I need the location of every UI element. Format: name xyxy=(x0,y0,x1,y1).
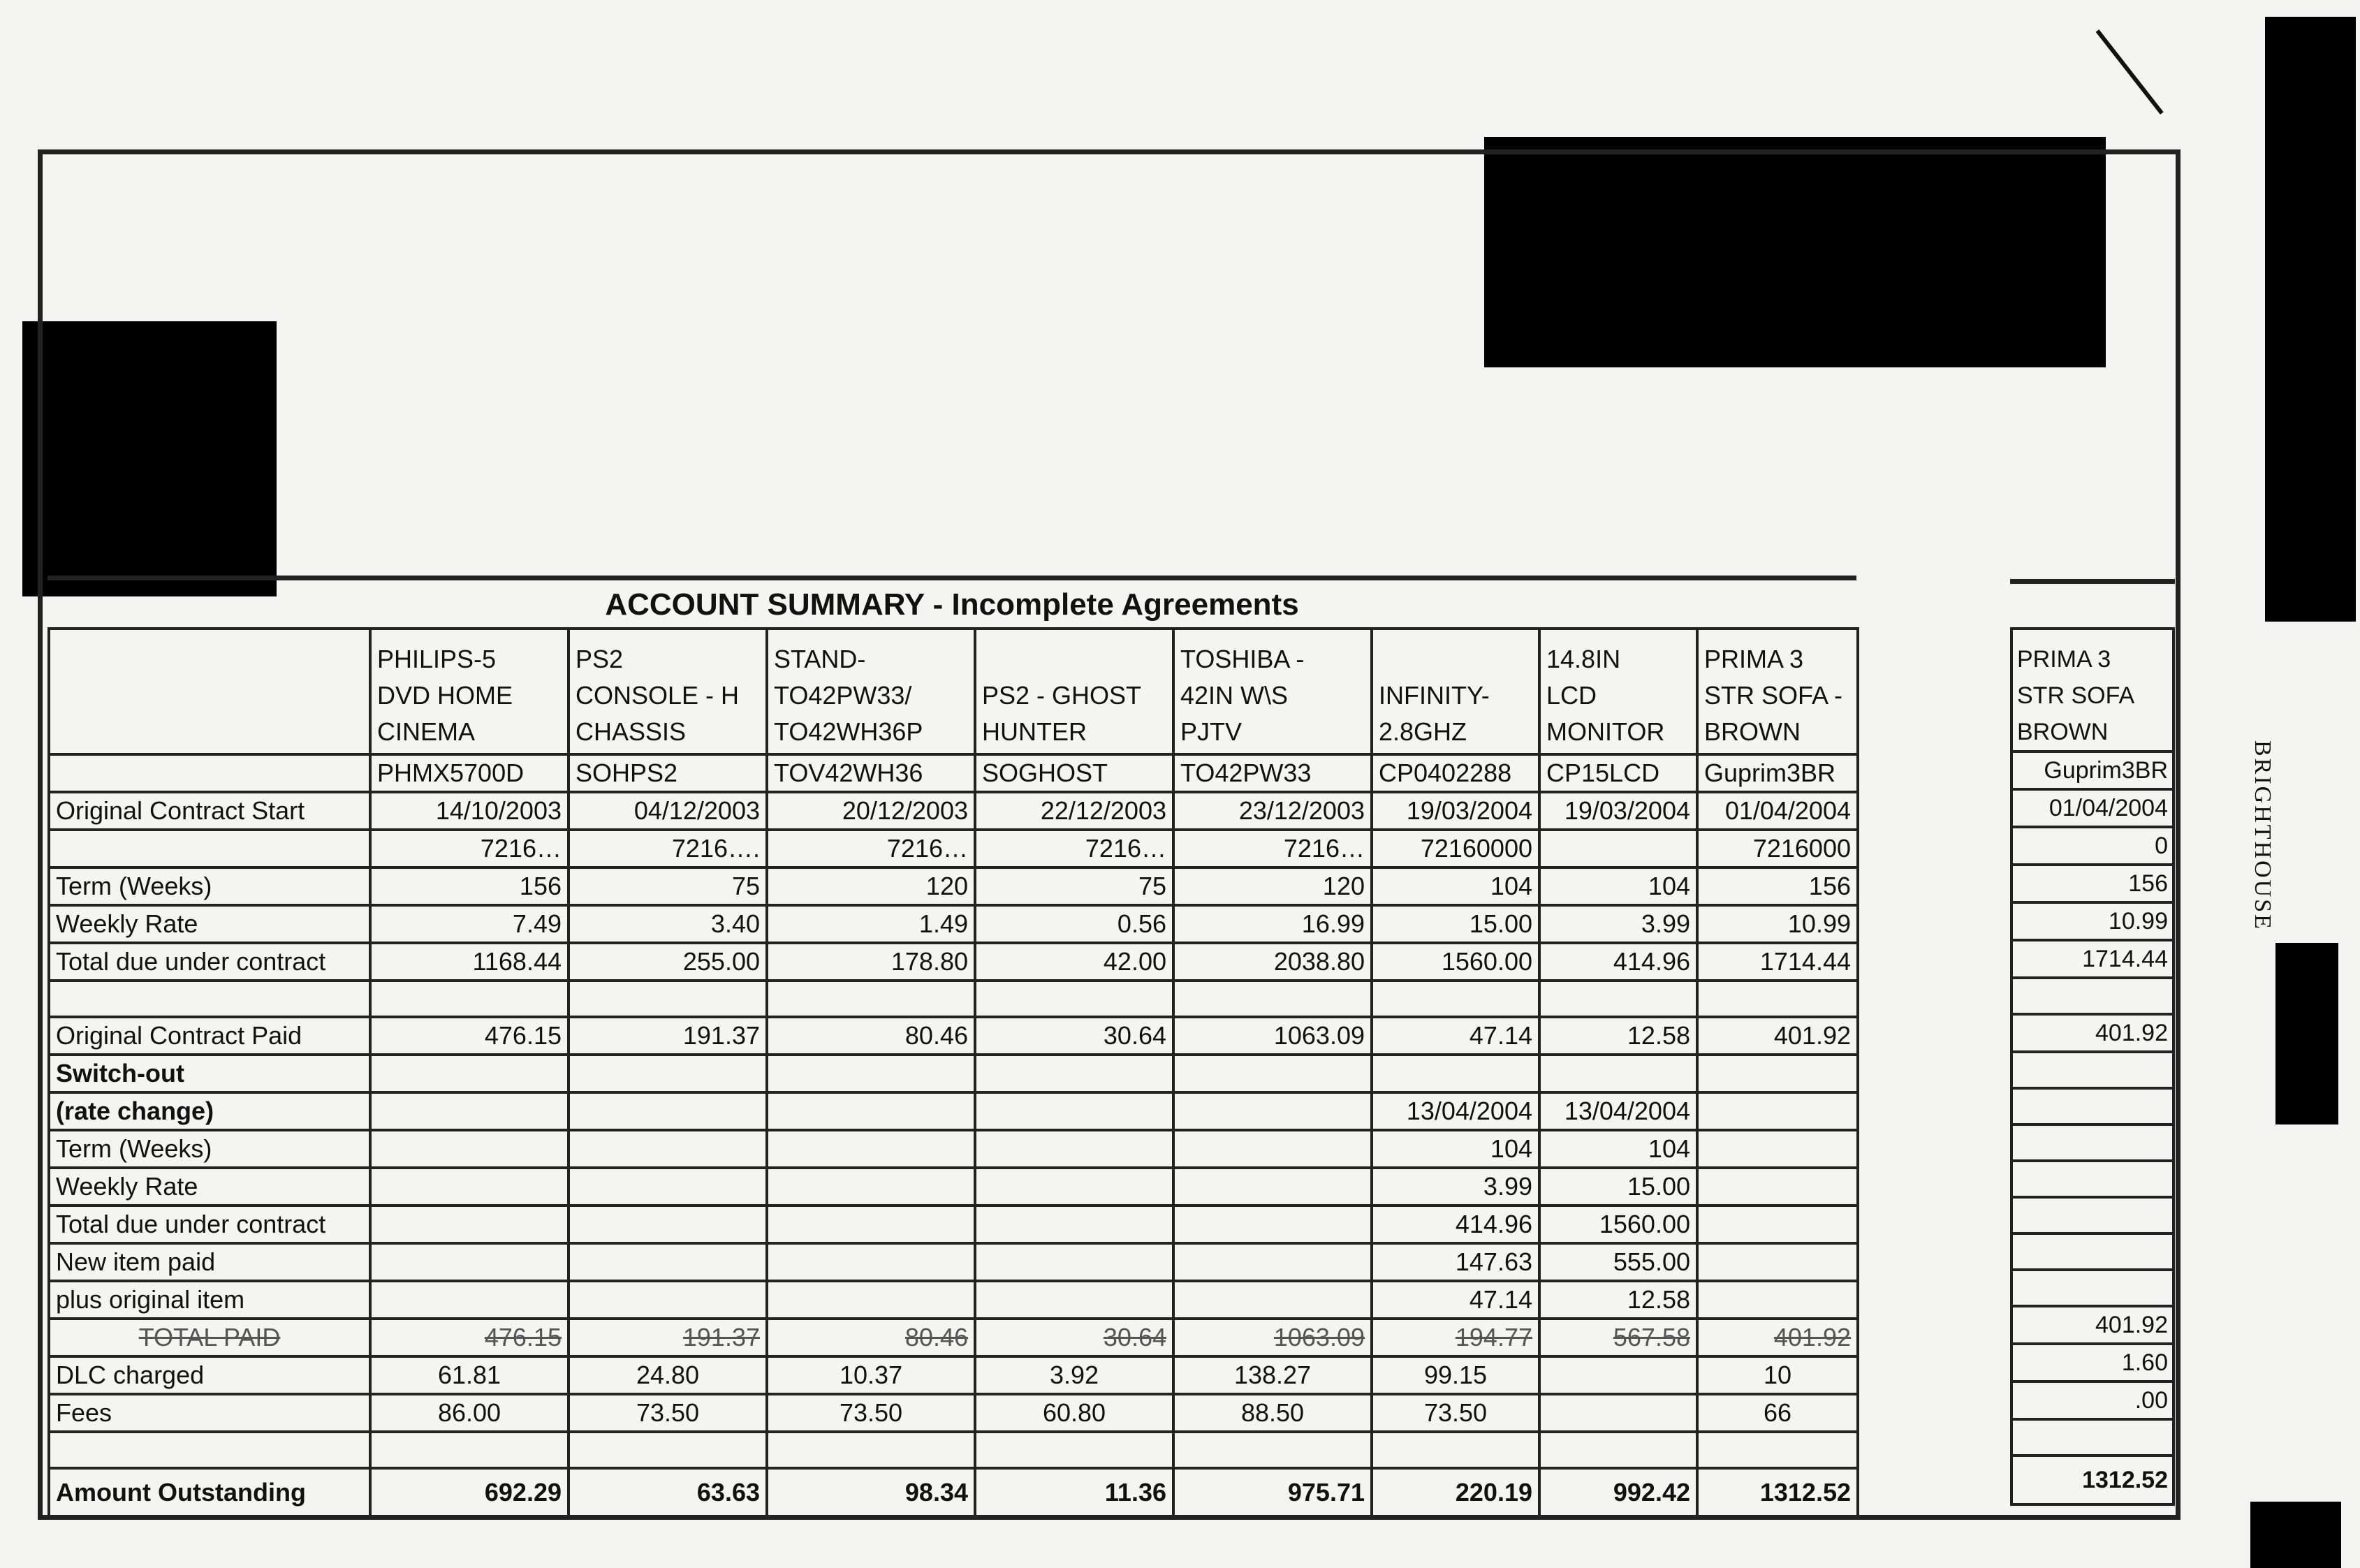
side-row xyxy=(2011,752,2174,789)
side-cell: PRIMA 3 STR SOFA BROWN xyxy=(2011,629,2174,752)
table-cell xyxy=(1697,1092,1858,1130)
item-description: PS2 - GHOST HUNTER xyxy=(982,681,1142,746)
table-cell: 104 xyxy=(1539,867,1697,905)
table-cell xyxy=(370,1281,569,1319)
table-cell xyxy=(767,629,975,754)
table-row xyxy=(49,1468,1858,1517)
side-row xyxy=(2011,865,2174,902)
side-row xyxy=(2011,1419,2174,1456)
table-cell xyxy=(370,1055,569,1092)
table-cell: SOHPS2 xyxy=(569,754,767,792)
table-cell: 30.64 xyxy=(975,1319,1173,1356)
table-cell: 104 xyxy=(1539,1130,1697,1168)
side-cell: 1312.52 xyxy=(2011,1456,2174,1504)
table-cell: 178.80 xyxy=(767,943,975,981)
side-cell: 01/04/2004 xyxy=(2011,789,2174,827)
table-cell: 22/12/2003 xyxy=(975,792,1173,830)
table-cell: 19/03/2004 xyxy=(1539,792,1697,830)
table-cell xyxy=(569,1130,767,1168)
table-cell xyxy=(975,1206,1173,1243)
table-cell: 20/12/2003 xyxy=(767,792,975,830)
page-title: ACCOUNT SUMMARY - Incomplete Agreements xyxy=(605,587,1299,622)
table-cell: 99.15 xyxy=(1372,1356,1539,1394)
table-cell xyxy=(1539,830,1697,867)
table-cell xyxy=(767,1092,975,1130)
table-cell xyxy=(767,1168,975,1206)
table-cell: 15.00 xyxy=(1539,1168,1697,1206)
table-row xyxy=(49,981,1858,1017)
table-cell xyxy=(1173,1206,1372,1243)
table-row xyxy=(49,1394,1858,1432)
table-cell: 66 xyxy=(1697,1394,1858,1432)
table-cell xyxy=(975,1055,1173,1092)
table-cell: CP15LCD xyxy=(1539,754,1697,792)
pen-mark xyxy=(2096,29,2164,115)
row-label: Amount Outstanding xyxy=(49,1468,370,1517)
table-cell: 401.92 xyxy=(1697,1319,1858,1356)
table-cell xyxy=(1539,981,1697,1017)
row-label xyxy=(49,981,370,1017)
header-rule-side xyxy=(2010,579,2175,584)
row-label: Term (Weeks) xyxy=(49,1130,370,1168)
table-cell: 555.00 xyxy=(1539,1243,1697,1281)
table-cell xyxy=(1697,629,1858,754)
table-cell xyxy=(975,981,1173,1017)
row-label: Weekly Rate xyxy=(49,1168,370,1206)
table-cell xyxy=(569,1055,767,1092)
side-row xyxy=(2011,1052,2174,1088)
table-cell: 1063.09 xyxy=(1173,1017,1372,1055)
table-cell: 1560.00 xyxy=(1372,943,1539,981)
table-cell xyxy=(1697,1243,1858,1281)
table-cell: 104 xyxy=(1372,867,1539,905)
table-cell: 73.50 xyxy=(569,1394,767,1432)
table-cell xyxy=(1173,629,1372,754)
table-cell: 88.50 xyxy=(1173,1394,1372,1432)
table-cell xyxy=(1372,1432,1539,1468)
table-cell: 12.58 xyxy=(1539,1281,1697,1319)
table-cell xyxy=(1539,1432,1697,1468)
table-row xyxy=(49,792,1858,830)
table-cell: TOV42WH36 xyxy=(767,754,975,792)
table-cell: PHMX5700D xyxy=(370,754,569,792)
table-cell: Guprim3BR xyxy=(1697,754,1858,792)
table-cell: 120 xyxy=(767,867,975,905)
table-cell: 47.14 xyxy=(1372,1017,1539,1055)
row-label xyxy=(49,1432,370,1468)
table-cell: 476.15 xyxy=(370,1319,569,1356)
table-cell xyxy=(1539,629,1697,754)
table-row xyxy=(49,867,1858,905)
row-label: Total due under contract xyxy=(49,943,370,981)
table-cell: 120 xyxy=(1173,867,1372,905)
table-cell xyxy=(975,1130,1173,1168)
table-cell xyxy=(975,629,1173,754)
table-cell xyxy=(1539,1394,1697,1432)
side-row xyxy=(2011,789,2174,827)
table-cell: CP0402288 xyxy=(1372,754,1539,792)
table-cell xyxy=(767,1432,975,1468)
table-cell: SOGHOST xyxy=(975,754,1173,792)
table-cell: 147.63 xyxy=(1372,1243,1539,1281)
table-cell: 14/10/2003 xyxy=(370,792,569,830)
table-cell: 86.00 xyxy=(370,1394,569,1432)
table-cell xyxy=(1173,1281,1372,1319)
side-row xyxy=(2011,629,2174,752)
table-cell xyxy=(370,1243,569,1281)
table-cell: 23/12/2003 xyxy=(1173,792,1372,830)
table-row xyxy=(49,754,1858,792)
table-cell: 191.37 xyxy=(569,1017,767,1055)
table-cell xyxy=(1173,1055,1372,1092)
table-cell xyxy=(370,981,569,1017)
table-cell xyxy=(569,1092,767,1130)
row-label: Weekly Rate xyxy=(49,905,370,943)
table-cell: 0.56 xyxy=(975,905,1173,943)
side-cell: .00 xyxy=(2011,1382,2174,1419)
table-row xyxy=(49,629,1858,754)
table-cell xyxy=(1173,1130,1372,1168)
table-cell: 60.80 xyxy=(975,1394,1173,1432)
table-cell: 1063.09 xyxy=(1173,1319,1372,1356)
side-row xyxy=(2011,1344,2174,1382)
side-cell xyxy=(2011,1088,2174,1124)
side-cell xyxy=(2011,1052,2174,1088)
side-cell xyxy=(2011,1233,2174,1270)
table-cell xyxy=(370,1168,569,1206)
table-cell xyxy=(1697,1432,1858,1468)
table-cell xyxy=(370,1206,569,1243)
table-cell: 7216000 xyxy=(1697,830,1858,867)
side-cell: 10.99 xyxy=(2011,902,2174,940)
table-row xyxy=(49,1055,1858,1092)
table-cell: 13/04/2004 xyxy=(1372,1092,1539,1130)
table-cell: 414.96 xyxy=(1539,943,1697,981)
row-label: Original Contract Paid xyxy=(49,1017,370,1055)
side-row xyxy=(2011,1197,2174,1233)
side-cell: 401.92 xyxy=(2011,1014,2174,1052)
side-row xyxy=(2011,978,2174,1014)
item-description: TOSHIBA - 42IN W\S PJTV xyxy=(1180,645,1305,746)
table-cell: 156 xyxy=(1697,867,1858,905)
side-cell xyxy=(2011,1419,2174,1456)
table-row xyxy=(49,1243,1858,1281)
table-cell: 16.99 xyxy=(1173,905,1372,943)
side-row xyxy=(2011,1270,2174,1306)
table-cell: 1312.52 xyxy=(1697,1468,1858,1517)
table-cell xyxy=(1539,1356,1697,1394)
redaction-block-edge-bottom xyxy=(2250,1502,2341,1568)
side-cell: 1.60 xyxy=(2011,1344,2174,1382)
table-cell: 7.49 xyxy=(370,905,569,943)
table-cell xyxy=(1697,1130,1858,1168)
table-cell xyxy=(1697,1055,1858,1092)
table-cell xyxy=(975,1168,1173,1206)
table-cell: 75 xyxy=(569,867,767,905)
item-description: PHILIPS-5 DVD HOME CINEMA xyxy=(377,645,513,746)
table-cell xyxy=(1697,1281,1858,1319)
row-label: TOTAL PAID xyxy=(49,1319,370,1356)
item-description: STAND- TO42PW33/ TO42WH36P xyxy=(774,645,923,746)
side-cell: 1714.44 xyxy=(2011,940,2174,978)
side-cell xyxy=(2011,1270,2174,1306)
table-cell: TO42PW33 xyxy=(1173,754,1372,792)
side-cell: Guprim3BR xyxy=(2011,752,2174,789)
table-cell: 414.96 xyxy=(1372,1206,1539,1243)
side-row xyxy=(2011,1382,2174,1419)
table-cell: 73.50 xyxy=(767,1394,975,1432)
side-cell xyxy=(2011,1161,2174,1197)
table-cell xyxy=(569,629,767,754)
row-label: (rate change) xyxy=(49,1092,370,1130)
table-row xyxy=(49,1130,1858,1168)
side-row xyxy=(2011,940,2174,978)
table-cell: 156 xyxy=(370,867,569,905)
table-cell: 220.19 xyxy=(1372,1468,1539,1517)
table-cell: 975.71 xyxy=(1173,1468,1372,1517)
item-description: 14.8IN LCD MONITOR xyxy=(1546,645,1665,746)
side-row xyxy=(2011,1088,2174,1124)
table-cell xyxy=(1539,1055,1697,1092)
row-label: Original Contract Start xyxy=(49,792,370,830)
table-cell: 80.46 xyxy=(767,1017,975,1055)
table-row xyxy=(49,1319,1858,1356)
item-description: PS2 CONSOLE - H CHASSIS xyxy=(576,645,740,746)
table-cell xyxy=(370,1092,569,1130)
table-cell: 98.34 xyxy=(767,1468,975,1517)
table-cell xyxy=(767,1281,975,1319)
table-cell xyxy=(975,1243,1173,1281)
table-cell: 01/04/2004 xyxy=(1697,792,1858,830)
header-rule xyxy=(47,576,1856,580)
table-cell: 42.00 xyxy=(975,943,1173,981)
table-cell: 11.36 xyxy=(975,1468,1173,1517)
table-cell xyxy=(767,1206,975,1243)
table-cell: 3.99 xyxy=(1539,905,1697,943)
table-cell xyxy=(1173,1432,1372,1468)
side-row xyxy=(2011,1456,2174,1504)
table-cell: 104 xyxy=(1372,1130,1539,1168)
table-cell: 255.00 xyxy=(569,943,767,981)
table-cell xyxy=(569,1432,767,1468)
table-cell: 80.46 xyxy=(767,1319,975,1356)
side-row xyxy=(2011,902,2174,940)
table-cell xyxy=(767,981,975,1017)
table-row xyxy=(49,1281,1858,1319)
table-cell: 24.80 xyxy=(569,1356,767,1394)
side-cell: 0 xyxy=(2011,827,2174,865)
table-cell: 63.63 xyxy=(569,1468,767,1517)
row-label xyxy=(49,629,370,754)
side-row xyxy=(2011,1306,2174,1344)
table-cell xyxy=(370,629,569,754)
table-cell: 7216… xyxy=(370,830,569,867)
table-cell: 30.64 xyxy=(975,1017,1173,1055)
table-cell: 567.58 xyxy=(1539,1319,1697,1356)
table-cell: 75 xyxy=(975,867,1173,905)
redaction-block-edge-mid xyxy=(2275,943,2338,1124)
table-cell xyxy=(767,1243,975,1281)
side-cell xyxy=(2011,978,2174,1014)
table-cell xyxy=(1173,1243,1372,1281)
item-description: PRIMA 3 STR SOFA - BROWN xyxy=(1704,645,1843,746)
table-cell: 2038.80 xyxy=(1173,943,1372,981)
table-cell xyxy=(1372,981,1539,1017)
table-cell xyxy=(975,1281,1173,1319)
account-summary-table xyxy=(47,627,1859,1518)
table-cell xyxy=(370,1432,569,1468)
table-cell: 3.40 xyxy=(569,905,767,943)
row-label: New item paid xyxy=(49,1243,370,1281)
side-row xyxy=(2011,1161,2174,1197)
side-cell xyxy=(2011,1197,2174,1233)
table-cell xyxy=(370,1130,569,1168)
side-cell: 401.92 xyxy=(2011,1306,2174,1344)
table-cell: 3.92 xyxy=(975,1356,1173,1394)
table-cell: 191.37 xyxy=(569,1319,767,1356)
row-label xyxy=(49,754,370,792)
side-row xyxy=(2011,1233,2174,1270)
table-cell: 1.49 xyxy=(767,905,975,943)
table-cell: 7216… xyxy=(1173,830,1372,867)
table-cell: 61.81 xyxy=(370,1356,569,1394)
row-label xyxy=(49,830,370,867)
side-column-table xyxy=(2010,627,2175,1506)
brand-side-label: BRIGHTHOUSE xyxy=(2250,740,2275,931)
row-label: plus original item xyxy=(49,1281,370,1319)
table-cell xyxy=(1697,1168,1858,1206)
table-cell xyxy=(1173,1168,1372,1206)
table-cell: 15.00 xyxy=(1372,905,1539,943)
row-label: Fees xyxy=(49,1394,370,1432)
table-row xyxy=(49,1017,1858,1055)
table-row xyxy=(49,1168,1858,1206)
table-cell xyxy=(1697,981,1858,1017)
table-cell: 10.99 xyxy=(1697,905,1858,943)
row-label: Switch-out xyxy=(49,1055,370,1092)
table-cell xyxy=(569,1243,767,1281)
table-cell: 19/03/2004 xyxy=(1372,792,1539,830)
table-cell xyxy=(569,1206,767,1243)
table-cell: 992.42 xyxy=(1539,1468,1697,1517)
table-cell xyxy=(1372,629,1539,754)
table-cell xyxy=(975,1432,1173,1468)
side-row xyxy=(2011,827,2174,865)
table-cell: 1560.00 xyxy=(1539,1206,1697,1243)
table-cell: 7216… xyxy=(767,830,975,867)
table-row xyxy=(49,943,1858,981)
table-cell: 401.92 xyxy=(1697,1017,1858,1055)
table-row xyxy=(49,1092,1858,1130)
side-row xyxy=(2011,1014,2174,1052)
side-row xyxy=(2011,1124,2174,1161)
table-cell: 138.27 xyxy=(1173,1356,1372,1394)
table-cell: 04/12/2003 xyxy=(569,792,767,830)
table-cell xyxy=(1697,1206,1858,1243)
table-cell: 73.50 xyxy=(1372,1394,1539,1432)
table-cell: 72160000 xyxy=(1372,830,1539,867)
table-cell: 10 xyxy=(1697,1356,1858,1394)
item-description: INFINITY- 2.8GHZ xyxy=(1379,681,1490,746)
table-cell xyxy=(1173,981,1372,1017)
row-label: Term (Weeks) xyxy=(49,867,370,905)
table-cell: 1168.44 xyxy=(370,943,569,981)
table-cell: 692.29 xyxy=(370,1468,569,1517)
row-label: Total due under contract xyxy=(49,1206,370,1243)
table-cell xyxy=(569,981,767,1017)
table-row xyxy=(49,1432,1858,1468)
table-cell: 7216…. xyxy=(569,830,767,867)
table-cell xyxy=(1173,1092,1372,1130)
table-cell: 1714.44 xyxy=(1697,943,1858,981)
table-row xyxy=(49,1356,1858,1394)
table-cell: 12.58 xyxy=(1539,1017,1697,1055)
table-cell: 194.77 xyxy=(1372,1319,1539,1356)
row-label: DLC charged xyxy=(49,1356,370,1394)
table-cell xyxy=(975,1092,1173,1130)
table-cell xyxy=(569,1168,767,1206)
table-cell: 13/04/2004 xyxy=(1539,1092,1697,1130)
table-cell: 7216… xyxy=(975,830,1173,867)
table-cell xyxy=(569,1281,767,1319)
table-cell xyxy=(767,1130,975,1168)
table-row xyxy=(49,830,1858,867)
table-cell: 47.14 xyxy=(1372,1281,1539,1319)
table-cell xyxy=(767,1055,975,1092)
table-cell: 3.99 xyxy=(1372,1168,1539,1206)
side-cell: 156 xyxy=(2011,865,2174,902)
side-cell xyxy=(2011,1124,2174,1161)
table-cell xyxy=(1372,1055,1539,1092)
redaction-block-edge xyxy=(2265,17,2356,622)
table-cell: 10.37 xyxy=(767,1356,975,1394)
table-row xyxy=(49,1206,1858,1243)
table-row xyxy=(49,905,1858,943)
table-cell: 476.15 xyxy=(370,1017,569,1055)
